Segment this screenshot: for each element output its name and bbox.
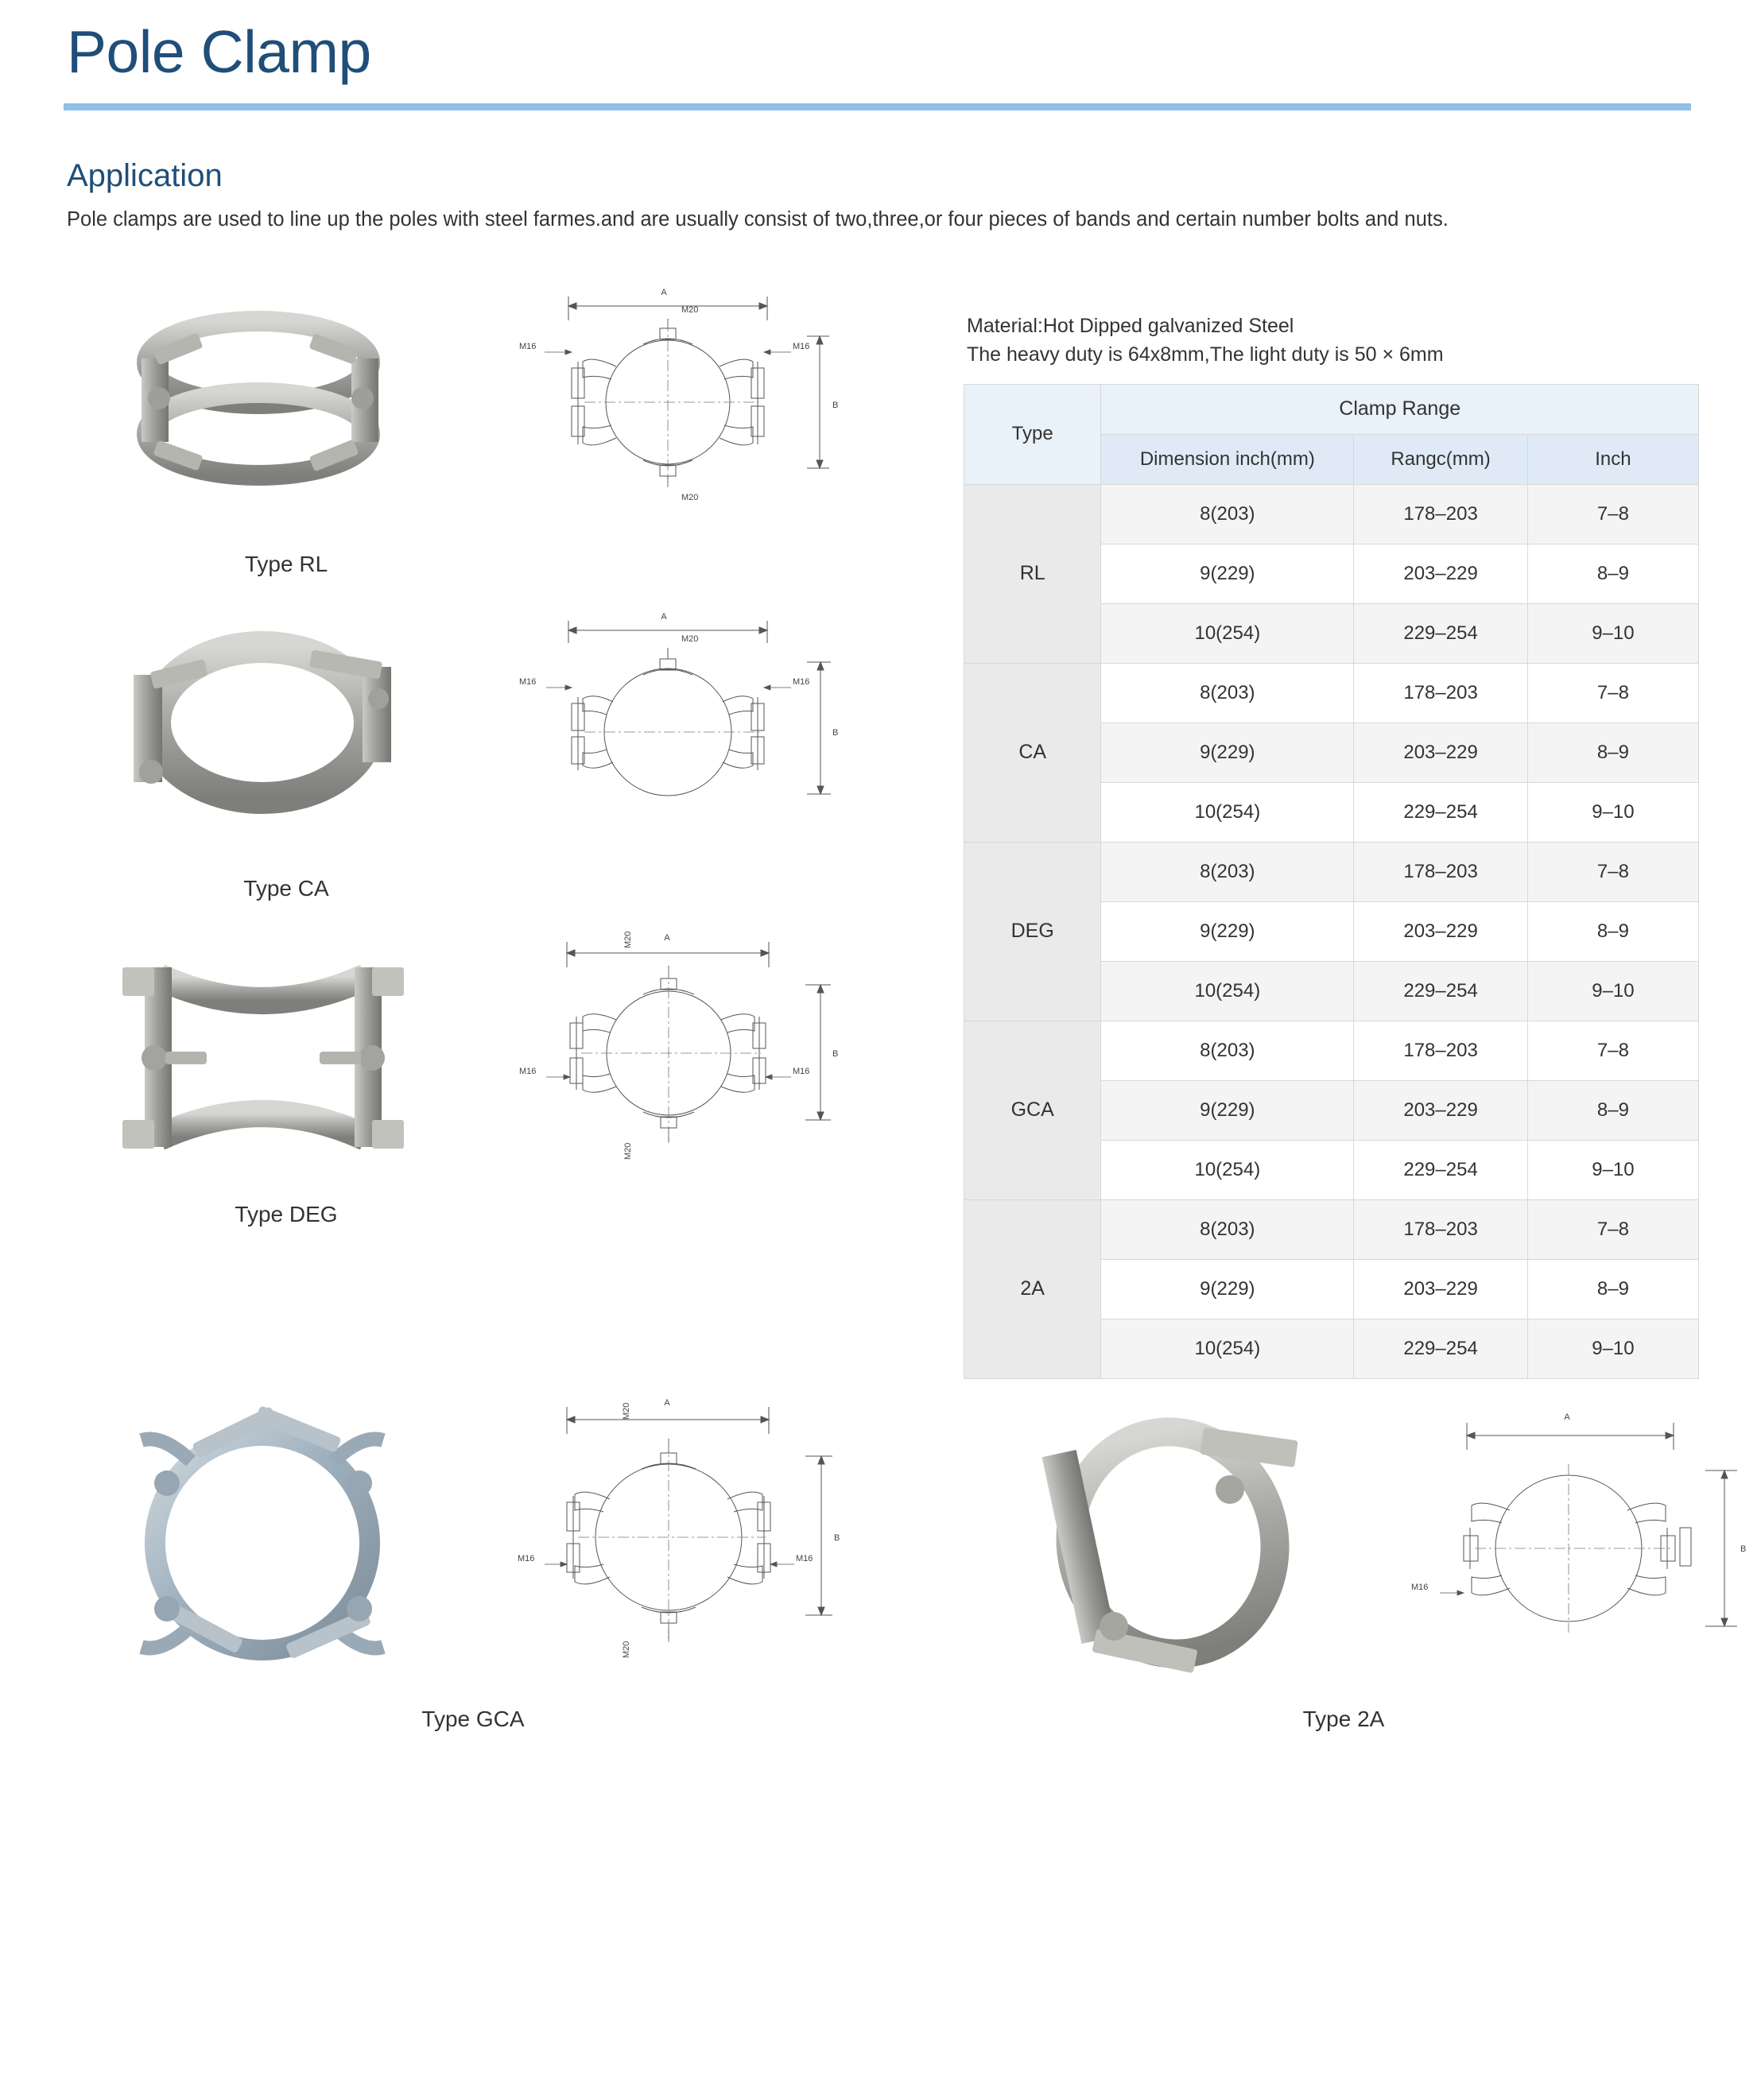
bottom-product-row	[64, 1384, 1747, 1732]
product-item-rl	[64, 275, 946, 577]
bolt-label-bottom-rl: M20	[681, 493, 699, 503]
table-cell-range: 203–229	[1354, 723, 1528, 782]
bolt-label-left-ca: M16	[519, 677, 537, 688]
dim-label-a-ca: A	[661, 612, 667, 622]
product-caption-gca: Type GCA	[421, 1706, 525, 1731]
table-cell-dimension: 9(229)	[1101, 544, 1354, 603]
title-divider	[64, 103, 1691, 110]
clamp-photo-gca-graphic	[72, 1388, 453, 1698]
table-cell-range: 229–254	[1354, 782, 1528, 842]
table-cell-dimension: 9(229)	[1101, 1080, 1354, 1140]
table-cell-range: 178–203	[1354, 484, 1528, 544]
table-cell-dimension: 8(203)	[1101, 663, 1354, 723]
bolt-label-right-deg: M16	[793, 1067, 810, 1077]
table-cell-dimension: 10(254)	[1101, 782, 1354, 842]
spec-panel	[946, 275, 1699, 1379]
bolt-label-left-2a: M16	[1411, 1582, 1429, 1592]
table-cell-inch: 7–8	[1527, 663, 1698, 723]
table-cell-inch: 7–8	[1527, 1199, 1698, 1259]
table-header-range: Rangc(mm)	[1354, 434, 1528, 484]
material-note	[967, 312, 1699, 370]
table-cell-inch: 7–8	[1527, 484, 1698, 544]
product-drawing-ca	[461, 599, 882, 862]
table-cell-inch: 7–8	[1527, 842, 1698, 901]
table-row	[964, 842, 1699, 901]
clamp-drawing-ca-graphic	[473, 603, 871, 858]
table-cell-dimension: 9(229)	[1101, 901, 1354, 961]
clamp-photo-2a-graphic	[974, 1388, 1348, 1698]
product-photo-gca	[64, 1384, 461, 1702]
product-item-gca	[64, 1384, 946, 1732]
table-cell-range: 229–254	[1354, 1319, 1528, 1378]
bolt-label-right-ca: M16	[793, 677, 810, 688]
page-title: Pole Clamp	[67, 18, 371, 85]
dim-label-a-gca: A	[664, 1397, 670, 1408]
product-caption-deg: Type DEG	[235, 1202, 338, 1227]
table-header-clamp-range: Clamp Range	[1101, 384, 1699, 434]
table-cell-type: CA	[964, 663, 1101, 842]
table-cell-inch: 8–9	[1527, 1259, 1698, 1319]
table-row	[964, 1021, 1699, 1080]
product-caption-ca: Type CA	[243, 876, 329, 901]
clamp-drawing-2a-graphic	[1363, 1388, 1761, 1698]
table-cell-inch: 9–10	[1527, 1319, 1698, 1378]
table-cell-inch: 9–10	[1527, 782, 1698, 842]
table-cell-range: 203–229	[1354, 901, 1528, 961]
clamp-photo-ca-graphic	[72, 603, 453, 858]
dim-label-b-ca: B	[832, 728, 839, 738]
table-cell-dimension: 10(254)	[1101, 1140, 1354, 1199]
table-cell-dimension: 10(254)	[1101, 1319, 1354, 1378]
bolt-label-left-rl: M16	[519, 342, 537, 352]
material-note-line1: Material:Hot Dipped galvanized Steel	[967, 315, 1294, 338]
table-cell-range: 229–254	[1354, 1140, 1528, 1199]
table-cell-dimension: 9(229)	[1101, 1259, 1354, 1319]
table-cell-inch: 8–9	[1527, 723, 1698, 782]
table-row	[964, 1199, 1699, 1259]
table-cell-range: 203–229	[1354, 1259, 1528, 1319]
table-cell-inch: 8–9	[1527, 544, 1698, 603]
table-cell-inch: 7–8	[1527, 1021, 1698, 1080]
bolt-label-top-ca: M20	[681, 634, 699, 645]
table-cell-dimension: 8(203)	[1101, 1199, 1354, 1259]
product-list	[64, 275, 946, 1227]
application-text: Pole clamps are used to line up the poles with steel farmes.and are usually consist of two,three,or four pieces of bands and certain number bolts and nuts.	[67, 208, 1449, 231]
table-cell-dimension: 9(229)	[1101, 723, 1354, 782]
clamp-photo-rl-graphic	[72, 279, 453, 533]
clamp-range-table	[964, 384, 1699, 1379]
clamp-drawing-gca-graphic	[473, 1388, 871, 1698]
bolt-label-left-deg: M16	[519, 1067, 537, 1077]
table-cell-range: 203–229	[1354, 1080, 1528, 1140]
bolt-label-bottom-gca: M20	[622, 1641, 631, 1658]
table-cell-dimension: 10(254)	[1101, 961, 1354, 1021]
main-content	[64, 275, 1697, 1379]
dim-label-a-2a: A	[1564, 1412, 1570, 1422]
product-caption-2a: Type 2A	[1302, 1706, 1385, 1731]
bolt-label-right-rl: M16	[793, 342, 810, 352]
material-note-line2: The heavy duty is 64x8mm,The light duty is 50 × 6mm	[967, 343, 1444, 366]
table-cell-range: 229–254	[1354, 603, 1528, 663]
table-header-dimension: Dimension inch(mm)	[1101, 434, 1354, 484]
product-caption-rl: Type RL	[244, 552, 328, 577]
table-cell-range: 203–229	[1354, 544, 1528, 603]
table-cell-inch: 9–10	[1527, 603, 1698, 663]
table-header-type: Type	[964, 384, 1101, 484]
table-cell-type: 2A	[964, 1199, 1101, 1378]
clamp-photo-deg-graphic	[72, 921, 453, 1191]
table-row	[964, 484, 1699, 544]
table-cell-type: GCA	[964, 1021, 1101, 1199]
table-cell-dimension: 10(254)	[1101, 603, 1354, 663]
dim-label-b-2a: B	[1740, 1544, 1747, 1554]
table-cell-inch: 8–9	[1527, 1080, 1698, 1140]
product-drawing-gca	[461, 1384, 882, 1702]
bolt-label-top-rl: M20	[681, 305, 699, 316]
dim-label-a-rl: A	[661, 288, 667, 298]
product-item-ca	[64, 599, 946, 901]
table-cell-dimension: 8(203)	[1101, 1021, 1354, 1080]
table-cell-type: RL	[964, 484, 1101, 663]
product-photo-ca	[64, 599, 461, 862]
table-cell-range: 178–203	[1354, 842, 1528, 901]
bolt-label-left-gca: M16	[518, 1553, 535, 1563]
product-photo-rl	[64, 275, 461, 537]
table-header-inch: Inch	[1527, 434, 1698, 484]
clamp-drawing-rl-graphic	[473, 279, 871, 533]
dim-label-b-gca: B	[834, 1532, 840, 1543]
bolt-label-right-gca: M16	[796, 1553, 813, 1563]
bolt-label-bottom-deg: M20	[623, 1142, 633, 1160]
table-cell-inch: 9–10	[1527, 1140, 1698, 1199]
dim-label-b-rl: B	[832, 401, 839, 411]
table-cell-range: 178–203	[1354, 1021, 1528, 1080]
table-cell-dimension: 8(203)	[1101, 842, 1354, 901]
bolt-label-top-gca: M20	[622, 1402, 631, 1420]
table-cell-range: 229–254	[1354, 961, 1528, 1021]
product-drawing-deg	[461, 925, 882, 1188]
bolt-label-top-deg: M20	[623, 931, 633, 949]
dim-label-a-deg: A	[664, 933, 670, 943]
product-drawing-2a	[1360, 1384, 1761, 1702]
product-item-2a	[946, 1384, 1761, 1732]
table-cell-dimension: 8(203)	[1101, 484, 1354, 544]
product-item-deg	[64, 925, 946, 1227]
table-cell-range: 178–203	[1354, 1199, 1528, 1259]
product-photo-deg	[64, 925, 461, 1188]
table-cell-inch: 9–10	[1527, 961, 1698, 1021]
table-cell-inch: 8–9	[1527, 901, 1698, 961]
table-cell-type: DEG	[964, 842, 1101, 1021]
clamp-drawing-deg-graphic	[473, 921, 871, 1191]
table-cell-range: 178–203	[1354, 663, 1528, 723]
application-heading: Application	[67, 158, 223, 193]
product-photo-2a	[962, 1384, 1360, 1702]
product-drawing-rl	[461, 275, 882, 537]
dim-label-b-deg: B	[832, 1049, 839, 1060]
table-row	[964, 663, 1699, 723]
